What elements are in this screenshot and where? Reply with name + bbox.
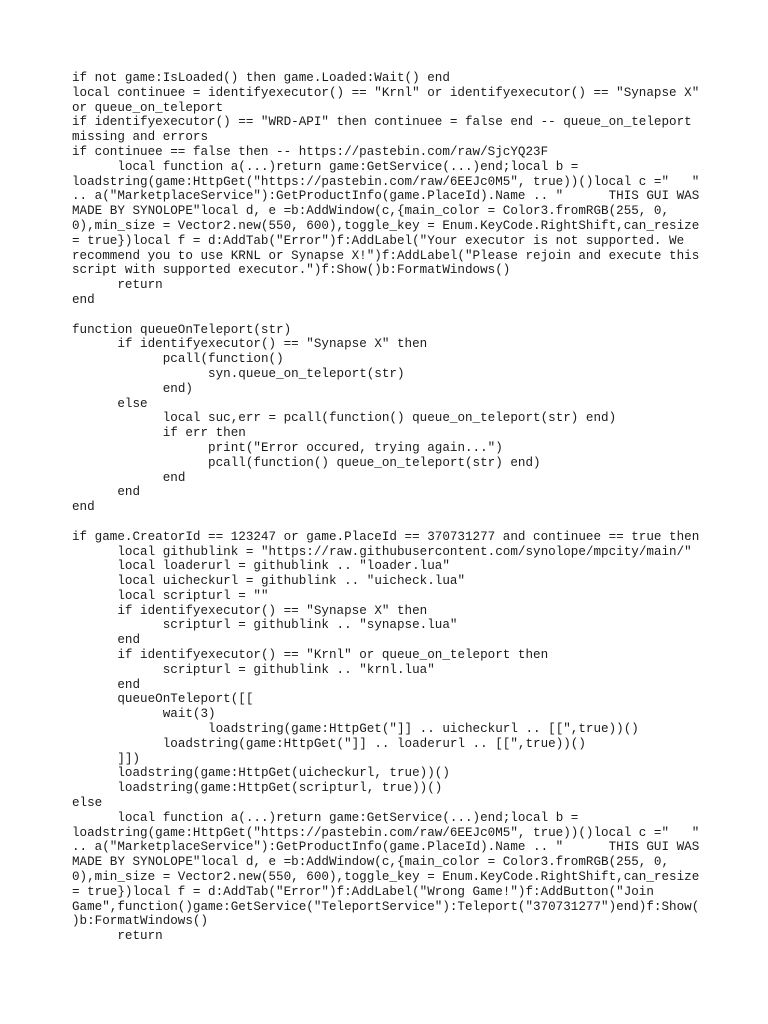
code-line: if game.CreatorId == 123247 or game.PlaceId == 370731277 and continuee == true then — [72, 529, 700, 544]
code-line: if identifyexecutor() == "Krnl" or queue_on_teleport then — [72, 648, 549, 663]
code-line: Game",function()game:GetService("TeleportService"):Teleport("370731277")end)f:Show( — [72, 899, 700, 914]
code-line: else — [72, 796, 103, 811]
code-line: loadstring(game:HttpGet(scripturl, true))() — [72, 781, 443, 796]
code-line: local loaderurl = githublink .. "loader.lua" — [72, 559, 450, 574]
code-line: queueOnTeleport([[ — [72, 692, 254, 707]
code-line: ]]) — [72, 751, 141, 766]
code-line: if identifyexecutor() == "Synapse X" then — [72, 337, 428, 352]
code-line: function queueOnTeleport(str) — [72, 322, 292, 337]
code-line: return — [72, 929, 163, 944]
code-line: print("Error occured, trying again...") — [72, 440, 503, 455]
code-line: 0),min_size = Vector2.new(550, 600),toggle_key = Enum.KeyCode.RightShift,can_resize — [72, 218, 700, 233]
code-line: script with supported executor.")f:Show()b:FormatWindows() — [72, 263, 511, 278]
code-line: if identifyexecutor() == "WRD-API" then continuee = false end -- queue_on_teleport — [72, 115, 692, 130]
code-line: local scripturl = "" — [72, 588, 269, 603]
code-line: = true})local f = d:AddTab("Error")f:AddLabel("Your executor is not supported. We — [72, 233, 685, 248]
code-line — [72, 515, 702, 530]
code-line: end — [72, 633, 141, 648]
code-block — [72, 71, 702, 944]
code-line: MADE BY SYNOLOPE"local d, e =b:AddWindow(c,{main_color = Color3.fromRGB(255, 0, — [72, 204, 670, 219]
code-line — [72, 308, 702, 323]
code-line: .. a("MarketplaceService"):GetProductInfo(game.PlaceId).Name .. " THIS GUI WAS — [72, 189, 700, 204]
code-line: recommend you to use KRNL or Synapse X!")f:AddLabel("Please rejoin and execute this — [72, 248, 700, 263]
code-line: end — [72, 485, 141, 500]
code-line: 0),min_size = Vector2.new(550, 600),toggle_key = Enum.KeyCode.RightShift,can_resize — [72, 870, 700, 885]
code-line: missing and errors — [72, 130, 209, 145]
code-line: local function a(...)return game:GetService(...)end;local b = — [72, 810, 579, 825]
code-line: )b:FormatWindows() — [72, 914, 209, 929]
code-line: pcall(function() — [72, 352, 284, 367]
code-line: loadstring(game:HttpGet("https://pastebin.com/raw/6EEJc0M5", true))()local c =" " — [72, 174, 700, 189]
code-line: syn.queue_on_teleport(str) — [72, 366, 405, 381]
code-line: pcall(function() queue_on_teleport(str) end) — [72, 455, 541, 470]
code-line: if identifyexecutor() == "Synapse X" then — [72, 603, 428, 618]
code-line: if continuee == false then -- https://pastebin.com/raw/SjcYQ23F — [72, 144, 549, 159]
code-line: local continuee = identifyexecutor() == "Krnl" or identifyexecutor() == "Synapse X" — [72, 85, 700, 100]
code-line: MADE BY SYNOLOPE"local d, e =b:AddWindow(c,{main_color = Color3.fromRGB(255, 0, — [72, 855, 670, 870]
code-line: local uicheckurl = githublink .. "uicheck.lua" — [72, 574, 466, 589]
code-line: = true})local f = d:AddTab("Error")f:AddLabel("Wrong Game!")f:AddButton("Join — [72, 884, 654, 899]
code-line: loadstring(game:HttpGet("https://pastebin.com/raw/6EEJc0M5", true))()local c =" " — [72, 825, 700, 840]
code-line: scripturl = githublink .. "synapse.lua" — [72, 618, 458, 633]
code-line: loadstring(game:HttpGet("]] .. uicheckurl .. [[",true))() — [72, 722, 639, 737]
code-line: end — [72, 677, 141, 692]
code-line: or queue_on_teleport — [72, 100, 224, 115]
code-line: end) — [72, 381, 193, 396]
code-line: if err then — [72, 426, 246, 441]
code-line: scripturl = githublink .. "krnl.lua" — [72, 662, 435, 677]
code-line: end — [72, 292, 95, 307]
code-line: return — [72, 278, 163, 293]
code-line: local function a(...)return game:GetService(...)end;local b = — [72, 159, 579, 174]
code-line: end — [72, 470, 186, 485]
code-line: end — [72, 500, 95, 515]
code-line: local suc,err = pcall(function() queue_on_teleport(str) end) — [72, 411, 617, 426]
code-line: loadstring(game:HttpGet(uicheckurl, true))() — [72, 766, 450, 781]
code-line: local githublink = "https://raw.githubusercontent.com/synolope/mpcity/main/" — [72, 544, 692, 559]
code-line: .. a("MarketplaceService"):GetProductInfo(game.PlaceId).Name .. " THIS GUI WAS — [72, 840, 700, 855]
code-line: wait(3) — [72, 707, 216, 722]
code-line: loadstring(game:HttpGet("]] .. loaderurl .. [[",true))() — [72, 736, 586, 751]
code-line: if not game:IsLoaded() then game.Loaded:Wait() end — [72, 71, 450, 85]
code-line: else — [72, 396, 148, 411]
